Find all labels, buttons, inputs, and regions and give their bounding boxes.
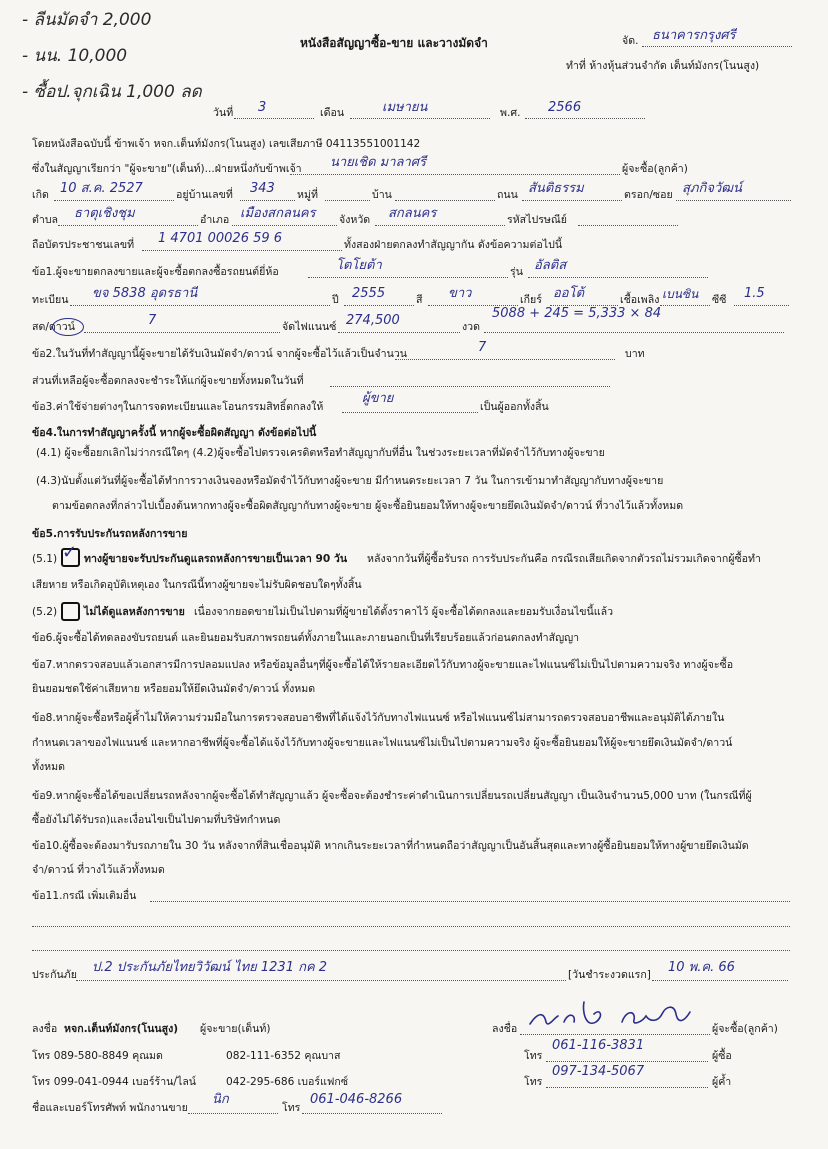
subdistrict-value: ธาตุเชิงชุม bbox=[74, 206, 135, 221]
opt1-line2: เสียหาย หรือเกิดอุบัติเหตุเอง ในกรณีนี้ทางผู้ขายจะไม่รับผิดชอบใดๆทั้งสิ้น bbox=[32, 579, 362, 591]
color-label: สี bbox=[416, 294, 423, 306]
day-label: วันที่ bbox=[213, 107, 234, 119]
day-value: 3 bbox=[258, 100, 267, 115]
guarantor-tel-label: โทร bbox=[524, 1076, 543, 1088]
district-label: อำเภอ bbox=[200, 214, 230, 226]
gear-value: ออโต้ bbox=[553, 286, 585, 301]
id-value: 1 4701 00026 59 6 bbox=[158, 231, 283, 246]
born-label: เกิด bbox=[32, 189, 49, 201]
opt1-bold: ทางผู้ขายจะรับประกันดูแลรถหลังการขายเป็นเวลา 90 วัน bbox=[84, 553, 348, 565]
clause10-line1: ข้อ10.ผู้ซื้อจะต้องมารับรถภายใน 30 วัน หลังจากที่สินเชื่ออนุมัติ หากเกินระยะเวลาที่กำหนดถือว่าสัญญาเป็นอันสิ้นสุดและทางผู้ซื้อยินยอมให้ทางผู้ขายยึดเงินมัด bbox=[32, 840, 749, 852]
first-pay-label: [วันชำระงวดแรก] bbox=[568, 969, 651, 981]
fuel-value: เบนซิน bbox=[662, 287, 699, 301]
clause9-line1: ข้อ9.หากผู้จะซื้อได้ขอเปลี่ยนรถหลังจากผู้จะซื้อได้ทำสัญญาแล้ว ผู้จะซื้อจะต้องชำระค่าดำเนินการเปลี่ยนรถเปลี่ยนสัญญา เป็นเงินจำนวน5,000 บาท (ในกรณีที่ผู้ bbox=[32, 790, 752, 802]
staff-tel-value: 061-046-8266 bbox=[310, 1092, 403, 1107]
phone4: 042-295-686 เบอร์แฟกซ์ bbox=[226, 1076, 349, 1088]
year-value: 2566 bbox=[548, 100, 582, 115]
staff-name: นิก bbox=[212, 1092, 229, 1107]
at-label: จัด. bbox=[622, 35, 639, 47]
color-value: ขาว bbox=[448, 286, 472, 301]
note-discount: - ซื้อป.จุกเฉิน 1,000 ลด bbox=[22, 82, 202, 102]
subdistrict-label: ตำบล bbox=[32, 214, 59, 226]
buyer-sign-label: ลงชื่อ bbox=[492, 1023, 518, 1035]
clause4-item3a: (4.3)นับตั้งแต่วันที่ผู้จะซื้อได้ทำการวางเงินจองหรือมัดจำไว้กับทางผู้จะขาย มีกำหนดระยะเวลา 7 วัน ในการเข้ามาทำสัญญากับทางผู้จะขาย bbox=[36, 475, 664, 487]
clause4-title: ข้อ4.ในการทำสัญญาครั้งนี้ หากผู้จะซื้อผิดสัญญา ดังข้อต่อไปนี้ bbox=[32, 427, 317, 439]
village-label: บ้าน bbox=[372, 189, 392, 201]
soi-label: ตรอก/ซอย bbox=[624, 189, 673, 201]
fee-payer: ผู้ขาย bbox=[362, 391, 394, 406]
clause8-line3: ทั้งหมด bbox=[32, 761, 66, 773]
at-value: ธนาคารกรุงศรี bbox=[652, 28, 736, 43]
province-value: สกลนคร bbox=[388, 206, 437, 221]
brand-value: โตโยต้า bbox=[336, 258, 382, 273]
year-car-label: ปี bbox=[332, 294, 339, 306]
buyer-role: ผู้จะซื้อ(ลูกค้า) bbox=[712, 1023, 778, 1035]
phone1: โทร 089-580-8849 คุณมด bbox=[32, 1050, 163, 1062]
seller-role: ผู้จะขาย(เต็นท์) bbox=[200, 1023, 271, 1035]
district-value: เมืองสกลนคร bbox=[240, 206, 316, 221]
no-warranty-checkbox[interactable] bbox=[61, 602, 80, 621]
made-at: ทำที่ ห้างหุ้นส่วนจำกัด เต็นท์มังกร(โนนสูง) bbox=[566, 60, 760, 72]
house-label: อยู่บ้านเลขที่ bbox=[176, 189, 233, 201]
fuel-label: เชื้อเพลิง bbox=[620, 294, 660, 306]
buyer-tel-value: 061-116-3831 bbox=[552, 1038, 645, 1053]
clause2-line2: ส่วนที่เหลือผู้จะซื้อตกลงจะชำระให้แก่ผู้จะขายทั้งหมดในวันที่ bbox=[32, 375, 304, 387]
install-value: 5088 + 245 = 5,333 × 84 bbox=[492, 306, 662, 321]
first-pay-value: 10 พ.ค. 66 bbox=[668, 960, 735, 975]
staff-tel-label: โทร bbox=[282, 1102, 301, 1114]
finance-label: จัดไฟแนนซ์ bbox=[282, 321, 337, 333]
id-label: ถือบัตรประชาชนเลขที่ bbox=[32, 239, 135, 251]
month-label: เดือน bbox=[320, 107, 345, 119]
born-value: 10 ส.ค. 2527 bbox=[60, 181, 143, 196]
clause3-label: ข้อ3.ค่าใช้จ่ายต่างๆในการจดทะเบียนและโอนกรรมสิทธิ์ตกลงให้ bbox=[32, 401, 324, 413]
clause7-line2: ยินยอมชดใช้ค่าเสียหาย หรือยอมให้ยึดเงินมัดจำ/ดาวน์ ทั้งหมด bbox=[32, 683, 316, 695]
clause4-item3b: ตามข้อตกลงที่กล่าวไปเบื้องต้นหากทางผู้จะซื้อผิดสัญญากับทางผู้จะขาย ผู้จะซื้อยินยอมให้ทางผู้จะขายยึดเงินมัดจำ/ดาวน์ ที่วางไว้แล้วทั้งหมด bbox=[52, 500, 684, 512]
model-value: อัลติส bbox=[534, 258, 567, 273]
intro-line1: โดยหนังสือฉบับนี้ ข้าพเจ้า หจก.เต็นท์มังกร(โนนสูง) เลขเสียภาษี 04113551001142 bbox=[32, 138, 421, 150]
clause8-line1: ข้อ8.หากผู้จะซื้อหรือผู้ค้ำไม่ให้ความร่วมมือในการตรวจสอบอาชีพที่ได้แจ้งไว้กับทางไฟแนนซ์ หรือไฟแนนซ์ไม่สามารถตรวจสอบอาชีพและอนุมัติได้ภายใน bbox=[32, 712, 725, 724]
postcode-label: รหัสไปรษณีย์ bbox=[507, 214, 567, 226]
clause6: ข้อ6.ผู้จะซื้อได้ทดลองขับรถยนต์ และยินยอมรับสภาพรถยนต์ทั้งภายในและภายนอกเป็นที่เรียบร้อยแล้วก่อนตกลงทำสัญญา bbox=[32, 632, 580, 644]
opt1-rest: หลังจากวันที่ผู้ซื้อรับรถ การรับประกันคือ กรณีรถเสียเกิดจากตัวรถไม่รวมเกิดจากผู้ซื้อทำ bbox=[367, 553, 761, 565]
note-amount: - นน. 10,000 bbox=[22, 46, 128, 66]
guarantor-tel-value: 097-134-5067 bbox=[552, 1064, 645, 1079]
checkmark-icon: ✓ bbox=[62, 542, 78, 563]
seller-name: หจก.เต็นท์มังกร(โนนสูง) bbox=[64, 1023, 179, 1035]
buyer-name: นายเชิด มาลาศรี bbox=[330, 155, 427, 170]
moo-label: หมู่ที่ bbox=[297, 189, 318, 201]
deposit-amount: 7 bbox=[478, 340, 487, 355]
insurance-label: ประกันภัย bbox=[32, 969, 77, 981]
house-value: 343 bbox=[250, 181, 275, 196]
cc-value: 1.5 bbox=[744, 286, 765, 301]
contract-title: หนังสือสัญญาซื้อ-ขาย และวางมัดจำ bbox=[300, 36, 488, 50]
id-suffix: ทั้งสองฝ่ายตกลงทำสัญญากัน ดังข้อความต่อไปนี้ bbox=[344, 239, 563, 251]
phone3: โทร 099-041-0944 เบอร์ร้าน/ไลน์ bbox=[32, 1076, 197, 1088]
baht-label: บาท bbox=[625, 348, 645, 360]
seller-sign-label: ลงชื่อ bbox=[32, 1023, 58, 1035]
gear-label: เกียร์ bbox=[520, 294, 542, 306]
model-label: รุ่น bbox=[510, 266, 523, 278]
finance-value: 274,500 bbox=[346, 313, 400, 328]
clause1-label: ข้อ1.ผู้จะขายตกลงขายและผู้จะซื้อตกลงซื้อรถยนต์ยี่ห้อ bbox=[32, 266, 279, 278]
opt1-num: (5.1) bbox=[32, 553, 58, 565]
buyer-signature bbox=[524, 992, 704, 1036]
reg-value: ขจ 5838 อุดรธานี bbox=[92, 286, 198, 301]
clause2-line1: ข้อ2.ในวันที่ทำสัญญานี้ผู้จะขายได้รับเงินมัดจำ/ดาวน์ จากผู้จะซื้อไว้แล้วเป็นจำนวน bbox=[32, 348, 408, 360]
soi-value: สุภกิจวัฒน์ bbox=[682, 181, 742, 196]
road-value: สันติธรรม bbox=[528, 181, 584, 196]
road-label: ถนน bbox=[497, 189, 518, 201]
month-value: เมษายน bbox=[382, 100, 428, 115]
reg-label: ทะเบียน bbox=[32, 294, 69, 306]
insurance-value: ป.2 ประกันภัยไทยวิวัฒน์ ไทย 1231 กค 2 bbox=[92, 960, 328, 975]
down-value: 7 bbox=[148, 313, 157, 328]
guarantor-tel-suffix: ผู้ค้ำ bbox=[712, 1076, 732, 1088]
staff-label: ชื่อและเบอร์โทรศัพท์ พนักงานขาย bbox=[32, 1102, 188, 1114]
opt2-num: (5.2) bbox=[32, 606, 58, 618]
down-label: สด/ดาวน์ bbox=[32, 321, 75, 333]
buyer-role-label: ผู้จะซื้อ(ลูกค้า) bbox=[622, 163, 688, 175]
opt2-bold: ไม่ได้ดูแลหลังการขาย bbox=[84, 606, 185, 618]
clause3-suffix: เป็นผู้ออกทั้งสิ้น bbox=[480, 401, 549, 413]
down-circle-mark bbox=[52, 318, 84, 336]
clause5-title: ข้อ5.การรับประกันรถหลังการขาย bbox=[32, 528, 188, 540]
clause11-label: ข้อ11.กรณี เพิ่มเติมอื่น bbox=[32, 890, 137, 902]
intro-line2: ซึ่งในสัญญาเรียกว่า "ผู้จะขาย"(เต็นท์)...ฝ่ายหนึ่งกับข้าพเจ้า bbox=[32, 163, 302, 175]
install-label: งวด bbox=[462, 321, 481, 333]
note-deposit: - ลีนมัดจำ 2,000 bbox=[22, 10, 152, 30]
clause8-line2: กำหนดเวลาของไฟแนนซ์ และหากอาชีพที่ผู้จะซื้อได้แจ้งไว้กับทางผู้จะขายและไฟแนนซ์ไม่เป็นไปตามความจริง ผู้จะซื้อยินยอมให้ผู้จะขายยึดเงินมัดจำ/ดาวน์ bbox=[32, 737, 733, 749]
buyer-tel-label: โทร bbox=[524, 1050, 543, 1062]
year-car-value: 2555 bbox=[352, 286, 386, 301]
opt2-rest: เนื่องจากยอดขายไม่เป็นไปตามที่ผู้ขายได้ตั้งราคาไว้ ผู้จะซื้อได้ตกลงและยอมรับเงื่อนไขนี้แล้ว bbox=[194, 606, 614, 618]
clause4-item1: (4.1) ผู้จะซื้อยกเลิกไม่ว่ากรณีใดๆ (4.2)ผู้จะซื้อไปตรวจเครดิตหรือทำสัญญากับที่อื่น ในช่วงระยะเวลาที่มัดจำไว้กับทางผู้จะขาย bbox=[36, 447, 605, 459]
buyer-tel-suffix: ผู้ซื้อ bbox=[712, 1050, 732, 1062]
year-label: พ.ศ. bbox=[500, 107, 521, 119]
phone2: 082-111-6352 คุณบาส bbox=[226, 1050, 341, 1062]
cc-label: ซีซี bbox=[712, 294, 727, 306]
province-label: จังหวัด bbox=[339, 214, 371, 226]
clause10-line2: จำ/ดาวน์ ที่วางไว้แล้วทั้งหมด bbox=[32, 864, 165, 876]
clause9-line2: ซื้อยังไม่ได้รับรถ)และเงื่อนไขเป็นไปตามที่บริษัทกำหนด bbox=[32, 814, 281, 826]
clause7-line1: ข้อ7.หากตรวจสอบแล้วเอกสารมีการปลอมแปลง หรือข้อมูลอื่นๆที่ผู้จะซื้อได้ให้รายละเอียดไว้กับทางผู้จะขายและไฟแนนซ์ไม่เป็นไปตามความจริง ทางผู้จะซื้อ bbox=[32, 659, 734, 671]
